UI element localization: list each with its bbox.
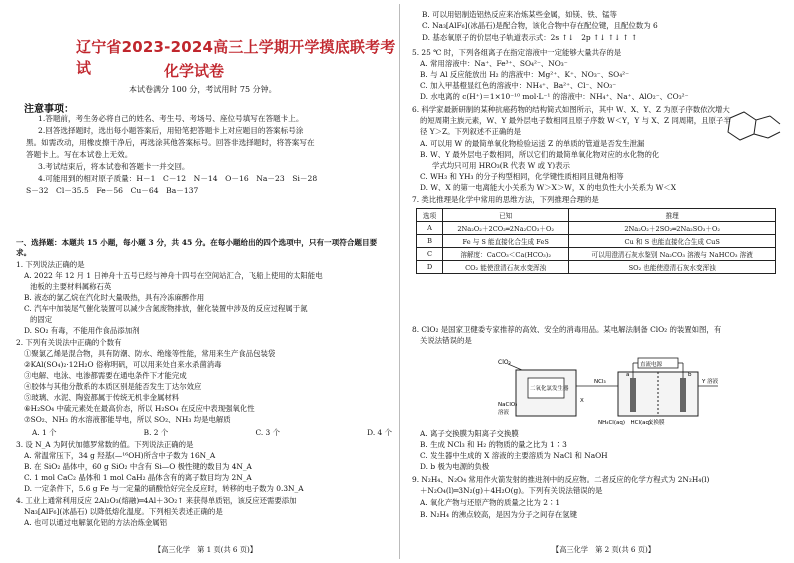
q2-item: ⑤玻璃、水泥、陶瓷都属于传统无机非金属材料 [24,393,180,402]
left-column [4,0,396,563]
q5-option-c: C. 加入甲基橙显红色的溶液中：NH₄⁺、Ba²⁺、Cl⁻、NO₃⁻ [420,81,617,90]
note-line: 黑。如需改动，用橡皮擦干净后，再选涂其他答案标号。回答非选择题时，将答案写在 [26,138,315,147]
q2-option-c: C. 3 个 [255,428,280,437]
q2-option-d: D. 4 个 [367,428,392,437]
table-cell: 2Na₂O₂＋2CO₂═2Na₂CO₃＋O₂ [443,222,569,235]
q2-option-a: A. 1 个 [32,428,57,437]
label-naclo2: NaClO₂ [498,402,518,408]
q2-item: ④胶体与其他分散系的本质区别是能否发生丁达尔效应 [24,382,202,391]
q8-option-d: D. b 极为电源的负极 [420,462,490,471]
table-cell: 可以用澄清石灰水鉴别 Na₂CO₃ 溶液与 NaHCO₃ 溶液 [569,248,776,261]
electrolysis-apparatus-diagram [498,356,738,426]
q2-item: ⑥H₂SO₄ 中硫元素处在最高价态，所以 H₂SO₄ 在反应中表现强氧化性 [24,404,255,413]
table-cell: D [417,261,443,274]
label-a: a [626,372,630,378]
q3-option-c: C. 1 mol CaC₂ 晶体和 1 mol CaH₂ 晶体含有的离子数目均为 2N_A [24,473,252,482]
right-column [402,0,794,563]
table-header: 推理 [569,209,776,222]
q8-option-a: A. 离子交换膜为阳离子交换膜 [420,429,519,438]
q8-option-c: C. 发生器中生成的 X 溶液的主要溶质为 NaCl 和 NaOH [420,451,608,460]
q2-item: ③电解、电泳、电渗都需要在通电条件下才能完成 [24,371,187,380]
table-cell: Cu 和 S 也能直接化合生成 CuS [569,235,776,248]
question-9-cont: ＋N₂O₄(l)═3N₂(g)＋4H₂O(g)。下列有关说法错误的是 [420,486,603,495]
table-row [417,235,776,248]
note-line: S－32 Cl－35.5 Fe－56 Cu－64 Ba－137 [26,186,199,195]
label-reactor: 二氧化氯发生器 [530,386,569,392]
label-clo2: ClO₂ [498,359,511,366]
q6-option-b: B. W、Y 最外层电子数相同，所以它们的最简单氧化物对应的水化物的化 [420,150,660,159]
note-line: 2.回答选择题时，选出每小题答案后，用铅笔把答题卡上对应题目的答案标号涂 [38,126,304,135]
q2-item: ①聚氯乙烯是混合物，具有防潮、防水、绝缘等性能，常用来生产食品包装袋 [24,349,276,358]
question-5: 5. 25 ℃ 时，下列各组离子在指定溶液中一定能够大量共存的是 [412,48,622,57]
page-footer: 【高三化学 第 2 页(共 6 页)】 [552,545,655,554]
q2-item: ⑦SO₂、NH₃ 的水溶液都能导电，所以 SO₂、NH₃ 均是电解质 [24,415,231,424]
q5-option-d: D. 水电离的 c(H⁺)＝1×10⁻¹⁰ mol·L⁻¹ 的溶液中：NH₄⁺、Na⁺、AlO₂⁻、CO₃²⁻ [420,92,689,101]
notes-heading: 注意事项： [24,104,74,115]
table-cell: 溶解度：CaCO₃＜Ca(HCO₃)₂ [443,248,569,261]
question-6-cont: 径 Y＞Z。下列叙述不正确的是 [420,127,522,136]
table-cell: CO₂ 能使澄清石灰水变浑浊 [443,261,569,274]
question-8: 8. ClO₂ 是国家卫健委专家推荐的高效、安全的消毒用品。某电解法制备 ClO₂ 的装置如图，有 [412,325,722,334]
table-header-row [417,209,776,222]
table-row [417,261,776,274]
q6-option-d: D. W、X 的第一电离能大小关系为 W＞X＞W，X 的电负性大小关系为 W＜X [420,183,676,192]
q1-option-a: A. 2022 年 12 月 1 日神舟十五号已经与神舟十四号在空间站汇合，飞船上使用的太阳能电 [24,271,323,280]
q9-option-a: A. 氧化产物与还原产物的质量之比为 2∶1 [420,498,561,507]
q2-item: ②KAl(SO₄)₂·12H₂O 俗称明矾，可以用来处自来水杀菌消毒 [24,360,222,369]
q5-option-b: B. 与 Al 反应能放出 H₂ 的溶液中：Mg²⁺、K⁺、NO₃⁻、SO₄²⁻ [420,70,630,79]
note-line: 3.考试结束后，将本试卷和答题卡一并交回。 [38,162,190,171]
question-1: 1. 下列说法正确的是 [16,260,85,269]
label-solution: 溶液 [498,410,510,416]
question-7: 7. 类比推理是化学中常用的思维方法，下列推理合理的是 [412,195,599,204]
question-6-cont: 的短周期主族元素，W、Y 最外层电子数相同且原子序数 W＜Y，Y 与 X、Z 同周期，且原子半 [420,116,731,125]
label-b: b [688,372,692,378]
question-6: 6. 科学家最新研制的某种抗癌药物的结构简式如图所示，其中 W、X、Y、Z 为原子序数依次增大 [412,105,730,114]
label-exchange-membrane: 交换膜 [648,420,665,426]
q8-option-b: B. 生成 NCl₃ 和 H₂ 的物质的量之比为 1∶3 [420,440,567,449]
q3-option-d: D. 一定条件下，5.6 g Fe 与一定量的硝酸恰好完全反应时，转移的电子数为 0.3N_A [24,484,304,493]
table-cell: C [417,248,443,261]
table-cell: SO₂ 也能使澄清石灰水变浑浊 [569,261,776,274]
q4-option-b: B. 可以用铝制造铝热反应来冶炼某些金属，如镁、铁、锰等 [422,10,617,19]
exam-subtitle: 化学试卷 [164,62,225,80]
label-x: X [580,398,584,404]
q6-option-b-cont: 学式均只可用 HRO₃(R 代表 W 或 Y)表示 [432,161,570,170]
q6-option-c: C. WH₃ 和 YH₃ 的分子构型相同，化学键性质相同且键角相等 [420,172,624,181]
q3-option-b: B. 在 SiO₂ 晶体中，60 g SiO₂ 中含有 Si—O 极性键的数目为 4N_A [24,462,252,471]
q4-option-d: D. 基态氧原子的价层电子轨道表示式：2s ↑↓ 2p ↑↓ ↑↓ ↑ ↑ [422,33,638,42]
q5-option-a: A. 常用溶液中：Na⁺、Fe³⁺、SO₄²⁻、NO₃⁻ [420,59,568,68]
q2-option-b: B. 2 个 [143,428,169,437]
question-3: 3. 设 N_A 为阿伏加德罗常数的值。下列说法正确的是 [16,440,194,449]
table-cell: 2Na₂O₂＋2SO₂═2Na₂SO₃＋O₂ [569,222,776,235]
note-line: 1.答题前，考生务必将自己的姓名、考生号、考场号、座位号填写在答题卡上。 [38,114,304,123]
table-cell: Fe 与 S 能直接化合生成 FeS [443,235,569,248]
q9-option-b: B. N₂H₄ 的沸点较高，是因为分子之间存在氢键 [420,510,577,519]
table-row [417,222,776,235]
q4-option-c: C. Na₃[AlF₆](冰晶石)是配合物，该化合物中存在配位键，且配位数为 6 [422,21,658,30]
label-power: 直流电源 [640,362,663,368]
q7-table [416,208,776,274]
q3-option-a: A. 常温常压下，34 g 羟基(—¹⁶OH)所含中子数为 16N_A [24,451,216,460]
table-cell: A [417,222,443,235]
table-header: 选项 [417,209,443,222]
q6-option-a: A. 可以用 W 的最简单氧化物检验运送 Z 的单质的管道是否发生泄漏 [420,139,645,148]
table-cell: B [417,235,443,248]
question-8-cont: 关说法错误的是 [420,336,472,345]
label-ncl3: NCl₃ [594,379,606,385]
q4-option-a: A. 也可以通过电解氯化铝的方法冶炼金属铝 [24,518,168,527]
q1-option-c: C. 汽车中加装尾气催化装置可以减少含氮废物排放，催化装置中涉及的反应过程属于氮 [24,304,308,313]
q1-option-b: B. 液态的氯乙烷在汽化时大量吸热，具有冷冻麻醉作用 [24,293,205,302]
q1-option-d: D. SO₂ 有毒，不能用作食品添加剂 [24,326,140,335]
q1-option-c-cont: 的固定 [30,315,53,324]
score-line: 本试卷满分 100 分，考试用时 75 分钟。 [129,85,277,94]
question-4: 4. 工业上通常利用反应 2Al₂O₃(熔融)═4Al＋3O₂↑ 来获得单质铝，该反应还需要添加 [16,496,297,505]
table-header: 已知 [443,209,569,222]
question-9: 9. N₂H₄、N₂O₄ 常用作火箭发射的推进剂中的反应物。二者反应的化学方程式为 2N₂H₄(l) [412,475,710,484]
exam-title: 辽宁省2023-2024高三上学期开学摸底联考考试 [76,38,396,77]
page-footer: 【高三化学 第 1 页(共 6 页)】 [154,545,257,554]
question-2: 2. 下列有关说法中正确的个数有 [16,338,122,347]
label-electrolytes: NH₄Cl(aq) HCl(aq) [598,420,652,426]
q2-options [32,427,392,438]
note-line: 答题卡上。写在本试卷上无效。 [26,150,133,159]
q1-option-a-cont: 池板的主要材料属称石英 [30,282,112,291]
section-heading: 一、选择题：本题共 15 小题，每小题 3 分，共 45 分。在每小题给出的四个选项中，只有一项符合题目要求。 [16,238,378,257]
question-4-cont: Na₃[AlF₆](冰晶石) 以降低熔化温度。下列相关表述正确的是 [24,507,223,516]
note-line: 4.可能用到的相对原子质量：H－1 C－12 N－14 O－16 Na－23 Si－28 [38,174,318,183]
label-y-solution: Y 溶液 [702,379,719,385]
table-row [417,248,776,261]
